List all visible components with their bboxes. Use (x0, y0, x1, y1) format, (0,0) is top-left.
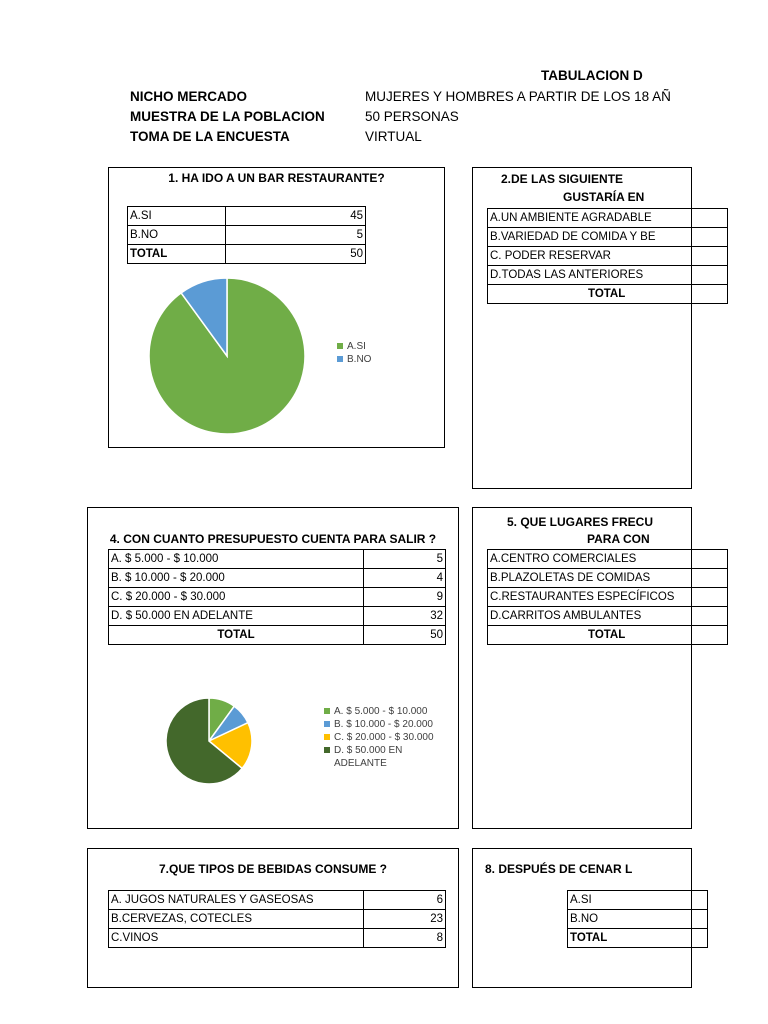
table-row (109, 910, 446, 929)
legend-label: B. $ 10.000 - $ 20.000 (334, 719, 433, 730)
table-row (568, 910, 708, 929)
q1-row-value: 5 (226, 226, 366, 245)
legend-item (324, 718, 434, 731)
table-row (128, 226, 366, 245)
q2-row-label: C. PODER RESERVAR (488, 247, 728, 266)
q2-row-label: A.UN AMBIENTE AGRADABLE (488, 209, 728, 228)
q5-row-label: B.PLAZOLETAS DE COMIDAS (488, 569, 728, 588)
legend-label: A. $ 5.000 - $ 10.000 (334, 706, 428, 717)
q4-title: 4. CON CUANTO PRESUPUESTO CUENTA PARA SALIR ? (109, 532, 437, 546)
q4-row-value: 32 (364, 607, 446, 626)
q2-table (487, 208, 728, 304)
legend-swatch (324, 747, 330, 753)
q7-title: 7.QUE TIPOS DE BEBIDAS CONSUME ? (158, 862, 388, 876)
q4-panel (87, 507, 459, 829)
q7-row-value: 23 (364, 910, 446, 929)
legend-label: B.NO (347, 354, 372, 365)
table-row (488, 607, 728, 626)
q5-table (487, 549, 728, 645)
q5-title-line2: PARA CON (587, 532, 650, 546)
q8-total-label: TOTAL (568, 929, 708, 948)
nicho-mercado-label: NICHO MERCADO (130, 89, 247, 104)
q4-legend (324, 705, 434, 770)
table-row (488, 588, 728, 607)
q4-row-label: D. $ 50.000 EN ADELANTE (109, 607, 364, 626)
q1-title: 1. HA IDO A UN BAR RESTAURANTE? (168, 171, 385, 185)
page-title: TABULACION D (541, 68, 643, 83)
q4-table (108, 549, 446, 645)
q2-title-line1: 2.DE LAS SIGUIENTE (501, 172, 624, 186)
q5-title-line1: 5. QUE LUGARES FRECU (507, 515, 654, 529)
q8-table (567, 890, 708, 948)
muestra-value: 50 PERSONAS (365, 109, 459, 124)
toma-encuesta-label: TOMA DE LA ENCUESTA (130, 129, 290, 144)
table-row (109, 891, 446, 910)
table-row (488, 550, 728, 569)
q4-row-value: 9 (364, 588, 446, 607)
q4-row-value: 4 (364, 569, 446, 588)
q8-title: 8. DESPUÉS DE CENAR L (485, 862, 633, 876)
q8-panel (472, 848, 692, 988)
table-row (568, 929, 708, 948)
legend-label: C. $ 20.000 - $ 30.000 (334, 732, 434, 743)
q1-table (127, 206, 366, 264)
q1-pie-chart (147, 276, 307, 434)
q1-row-label: A.SI (128, 207, 226, 226)
q1-total-label: TOTAL (128, 245, 226, 264)
legend-item (324, 744, 434, 770)
table-row (488, 247, 728, 266)
q8-row-label: A.SI (568, 891, 708, 910)
table-row (128, 207, 366, 226)
legend-item (337, 340, 371, 353)
q7-table (108, 890, 446, 948)
q1-row-value: 45 (226, 207, 366, 226)
q7-row-value: 8 (364, 929, 446, 948)
q1-total-value: 50 (226, 245, 366, 264)
q4-row-label: B. $ 10.000 - $ 20.000 (109, 569, 364, 588)
q7-row-value: 6 (364, 891, 446, 910)
q4-row-value: 5 (364, 550, 446, 569)
q5-panel (472, 507, 692, 829)
legend-item (324, 705, 434, 718)
table-row (488, 285, 728, 304)
q7-row-label: B.CERVEZAS, COTECLES (109, 910, 364, 929)
q4-total-label: TOTAL (109, 626, 364, 645)
q1-row-label: B.NO (128, 226, 226, 245)
table-row (109, 626, 446, 645)
q4-pie-chart (164, 696, 254, 784)
muestra-label: MUESTRA DE LA POBLACION (130, 109, 325, 124)
q8-row-label: B.NO (568, 910, 708, 929)
table-row (488, 626, 728, 645)
legend-swatch (337, 356, 343, 362)
q7-row-label: A. JUGOS NATURALES Y GASEOSAS (109, 891, 364, 910)
nicho-mercado-value: MUJERES Y HOMBRES A PARTIR DE LOS 18 AÑ (365, 89, 671, 104)
q1-panel (108, 167, 445, 448)
legend-swatch (324, 721, 330, 727)
q5-row-label: A.CENTRO COMERCIALES (488, 550, 728, 569)
q5-row-label: D.CARRITOS AMBULANTES (488, 607, 728, 626)
legend-label: A.SI (347, 341, 366, 352)
q4-row-label: C. $ 20.000 - $ 30.000 (109, 588, 364, 607)
q5-row-label: C.RESTAURANTES ESPECÍFICOS (488, 588, 728, 607)
legend-swatch (337, 343, 343, 349)
q2-title-line2: GUSTARÍA EN (563, 190, 645, 204)
table-row (109, 550, 446, 569)
table-row (488, 266, 728, 285)
q5-total-label: TOTAL (488, 626, 728, 645)
legend-item (337, 353, 371, 366)
legend-swatch (324, 708, 330, 714)
q4-total-value: 50 (364, 626, 446, 645)
legend-item (324, 731, 434, 744)
table-row (109, 588, 446, 607)
q2-row-label: D.TODAS LAS ANTERIORES (488, 266, 728, 285)
table-row (488, 228, 728, 247)
q7-row-label: C.VINOS (109, 929, 364, 948)
legend-swatch (324, 734, 330, 740)
table-row (568, 891, 708, 910)
q2-total-label: TOTAL (488, 285, 728, 304)
table-row (128, 245, 366, 264)
q4-row-label: A. $ 5.000 - $ 10.000 (109, 550, 364, 569)
legend-label: D. $ 50.000 EN ADELANTE (334, 745, 403, 769)
q7-panel (87, 848, 459, 988)
table-row (488, 209, 728, 228)
q2-panel (472, 167, 692, 489)
table-row (109, 569, 446, 588)
table-row (109, 607, 446, 626)
table-row (488, 569, 728, 588)
toma-encuesta-value: VIRTUAL (365, 129, 422, 144)
q2-row-label: B.VARIEDAD DE COMIDA Y BE (488, 228, 728, 247)
table-row (109, 929, 446, 948)
q1-legend (337, 340, 371, 366)
